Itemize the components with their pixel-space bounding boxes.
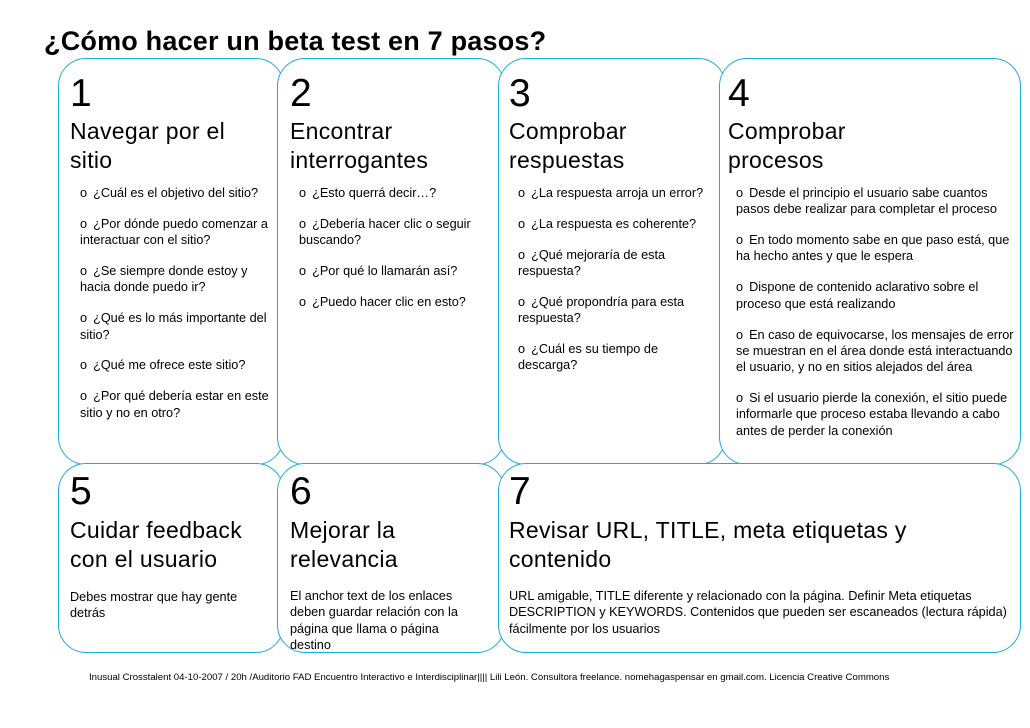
- list-item: [736, 390, 1020, 439]
- list-item: [80, 388, 276, 421]
- list-item: [80, 263, 276, 296]
- step-text-7: URL amigable, TITLE diferente y relacionado con la página. Definir Meta etiquetas DESCRIPTION y KEYWORDS. Contenidos que pueden ser escaneados (lectura rápida) fácilmente por los usuarios: [509, 589, 1007, 636]
- bullet-icon: o: [736, 391, 744, 406]
- bullet-icon: o: [80, 389, 88, 404]
- list-item: [736, 185, 1020, 218]
- item-text: ¿La respuesta es coherente?: [531, 216, 697, 231]
- list-item: [80, 185, 276, 201]
- step-number-3: 3: [509, 72, 531, 115]
- step-items-4: [736, 185, 1020, 454]
- item-text: ¿Qué mejoraría de esta respuesta?: [518, 247, 666, 279]
- list-item: [518, 294, 708, 327]
- item-text: ¿Qué es lo más importante del sitio?: [80, 311, 267, 342]
- list-item: [80, 357, 276, 373]
- step-text-5: Debes mostrar que hay gente detrás: [70, 590, 238, 621]
- item-text: ¿Puedo hacer clic en esto?: [312, 294, 466, 309]
- item-text: En caso de equivocarse, los mensajes de error se muestran en el área donde está interactuando el usuario, y no en sitios alejados del área: [736, 327, 1014, 375]
- list-item: [736, 327, 1020, 376]
- step-items-1: [80, 185, 276, 436]
- item-text: Dispone de contenido aclarativo sobre el proceso que está realizando: [736, 280, 979, 311]
- item-text: ¿Qué me ofrece este sitio?: [93, 358, 246, 373]
- step-heading-6: Mejorar la relevancia: [290, 517, 398, 572]
- bullet-icon: o: [80, 311, 88, 326]
- bullet-icon: o: [518, 294, 526, 309]
- bullet-icon: o: [299, 216, 307, 231]
- item-text: ¿Por dónde puedo comenzar a interactuar con el sitio?: [80, 216, 268, 248]
- step-heading-2: Encontrar interrogantes: [290, 118, 429, 173]
- step-heading-7: Revisar URL, TITLE, meta etiquetas y contenido: [509, 517, 907, 572]
- footer-credits: Inusual Crosstalent 04-10-2007 / 20h /Auditorio FAD Encuentro Interactivo e Interdisciplinar|||| Lili León. Consultora freelance. nomehagaspensar en gmail.com. Licencia Creative Commons: [89, 672, 890, 683]
- list-item: [518, 216, 708, 232]
- bullet-icon: o: [518, 247, 526, 262]
- item-text: ¿Se siempre donde estoy y hacia donde puedo ir?: [80, 264, 248, 295]
- bullet-icon: o: [736, 186, 744, 200]
- list-item: [80, 310, 276, 343]
- bullet-icon: o: [518, 186, 526, 200]
- bullet-icon: o: [80, 186, 88, 200]
- step-number-5: 5: [70, 470, 92, 513]
- list-item: [518, 247, 708, 280]
- bullet-icon: o: [299, 186, 307, 200]
- list-item: [736, 279, 1020, 312]
- step-heading-5: Cuidar feedback con el usuario: [70, 517, 242, 572]
- list-item: [518, 185, 708, 201]
- step-items-3: [518, 185, 708, 388]
- item-text: ¿Debería hacer clic o seguir buscando?: [299, 216, 471, 248]
- step-heading-3: Comprobar respuestas: [509, 118, 627, 173]
- bullet-icon: o: [518, 342, 526, 357]
- step-items-2: [299, 185, 491, 325]
- step-number-6: 6: [290, 470, 312, 513]
- step-heading-4: Comprobar procesos: [728, 118, 846, 173]
- step-number-4: 4: [728, 72, 750, 115]
- list-item: [299, 185, 491, 201]
- item-text: ¿La respuesta arroja un error?: [531, 186, 704, 200]
- list-item: [299, 216, 491, 249]
- item-text: ¿Esto querrá decir…?: [312, 186, 437, 200]
- list-item: [299, 263, 491, 279]
- item-text: ¿Cuál es su tiempo de descarga?: [518, 342, 658, 373]
- bullet-icon: o: [80, 358, 88, 373]
- bullet-icon: o: [518, 216, 526, 231]
- bullet-icon: o: [736, 327, 744, 342]
- bullet-icon: o: [736, 233, 744, 248]
- list-item: [80, 216, 276, 249]
- list-item: [518, 341, 708, 374]
- item-text: Desde el principio el usuario sabe cuantos pasos debe realizar para completar el proceso: [736, 186, 997, 217]
- bullet-icon: o: [736, 280, 744, 295]
- item-text: Si el usuario pierde la conexión, el sitio puede informarle que proceso estaba llevando a cabo antes de perder la conexión: [736, 391, 1008, 438]
- step-heading-1: Navegar por el sitio: [70, 118, 226, 173]
- bullet-icon: o: [299, 264, 307, 279]
- step-text-6: El anchor text de los enlaces deben guardar relación con la página que llama o página destino: [290, 589, 458, 652]
- page-title: ¿Cómo hacer un beta test en 7 pasos?: [44, 26, 547, 56]
- step-number-7: 7: [509, 470, 531, 513]
- item-text: ¿Qué propondría para esta respuesta?: [518, 294, 685, 326]
- list-item: [299, 294, 491, 310]
- step-number-1: 1: [70, 72, 92, 115]
- item-text: ¿Por qué lo llamarán así?: [312, 264, 458, 279]
- item-text: ¿Por qué debería estar en este sitio y no en otro?: [80, 389, 269, 420]
- bullet-icon: o: [299, 294, 307, 309]
- item-text: En todo momento sabe en que paso está, que ha hecho antes y que le espera: [736, 233, 1010, 264]
- step-number-2: 2: [290, 72, 312, 115]
- bullet-icon: o: [80, 264, 88, 279]
- bullet-icon: o: [80, 216, 88, 231]
- item-text: ¿Cuál es el objetivo del sitio?: [93, 186, 259, 200]
- list-item: [736, 232, 1020, 265]
